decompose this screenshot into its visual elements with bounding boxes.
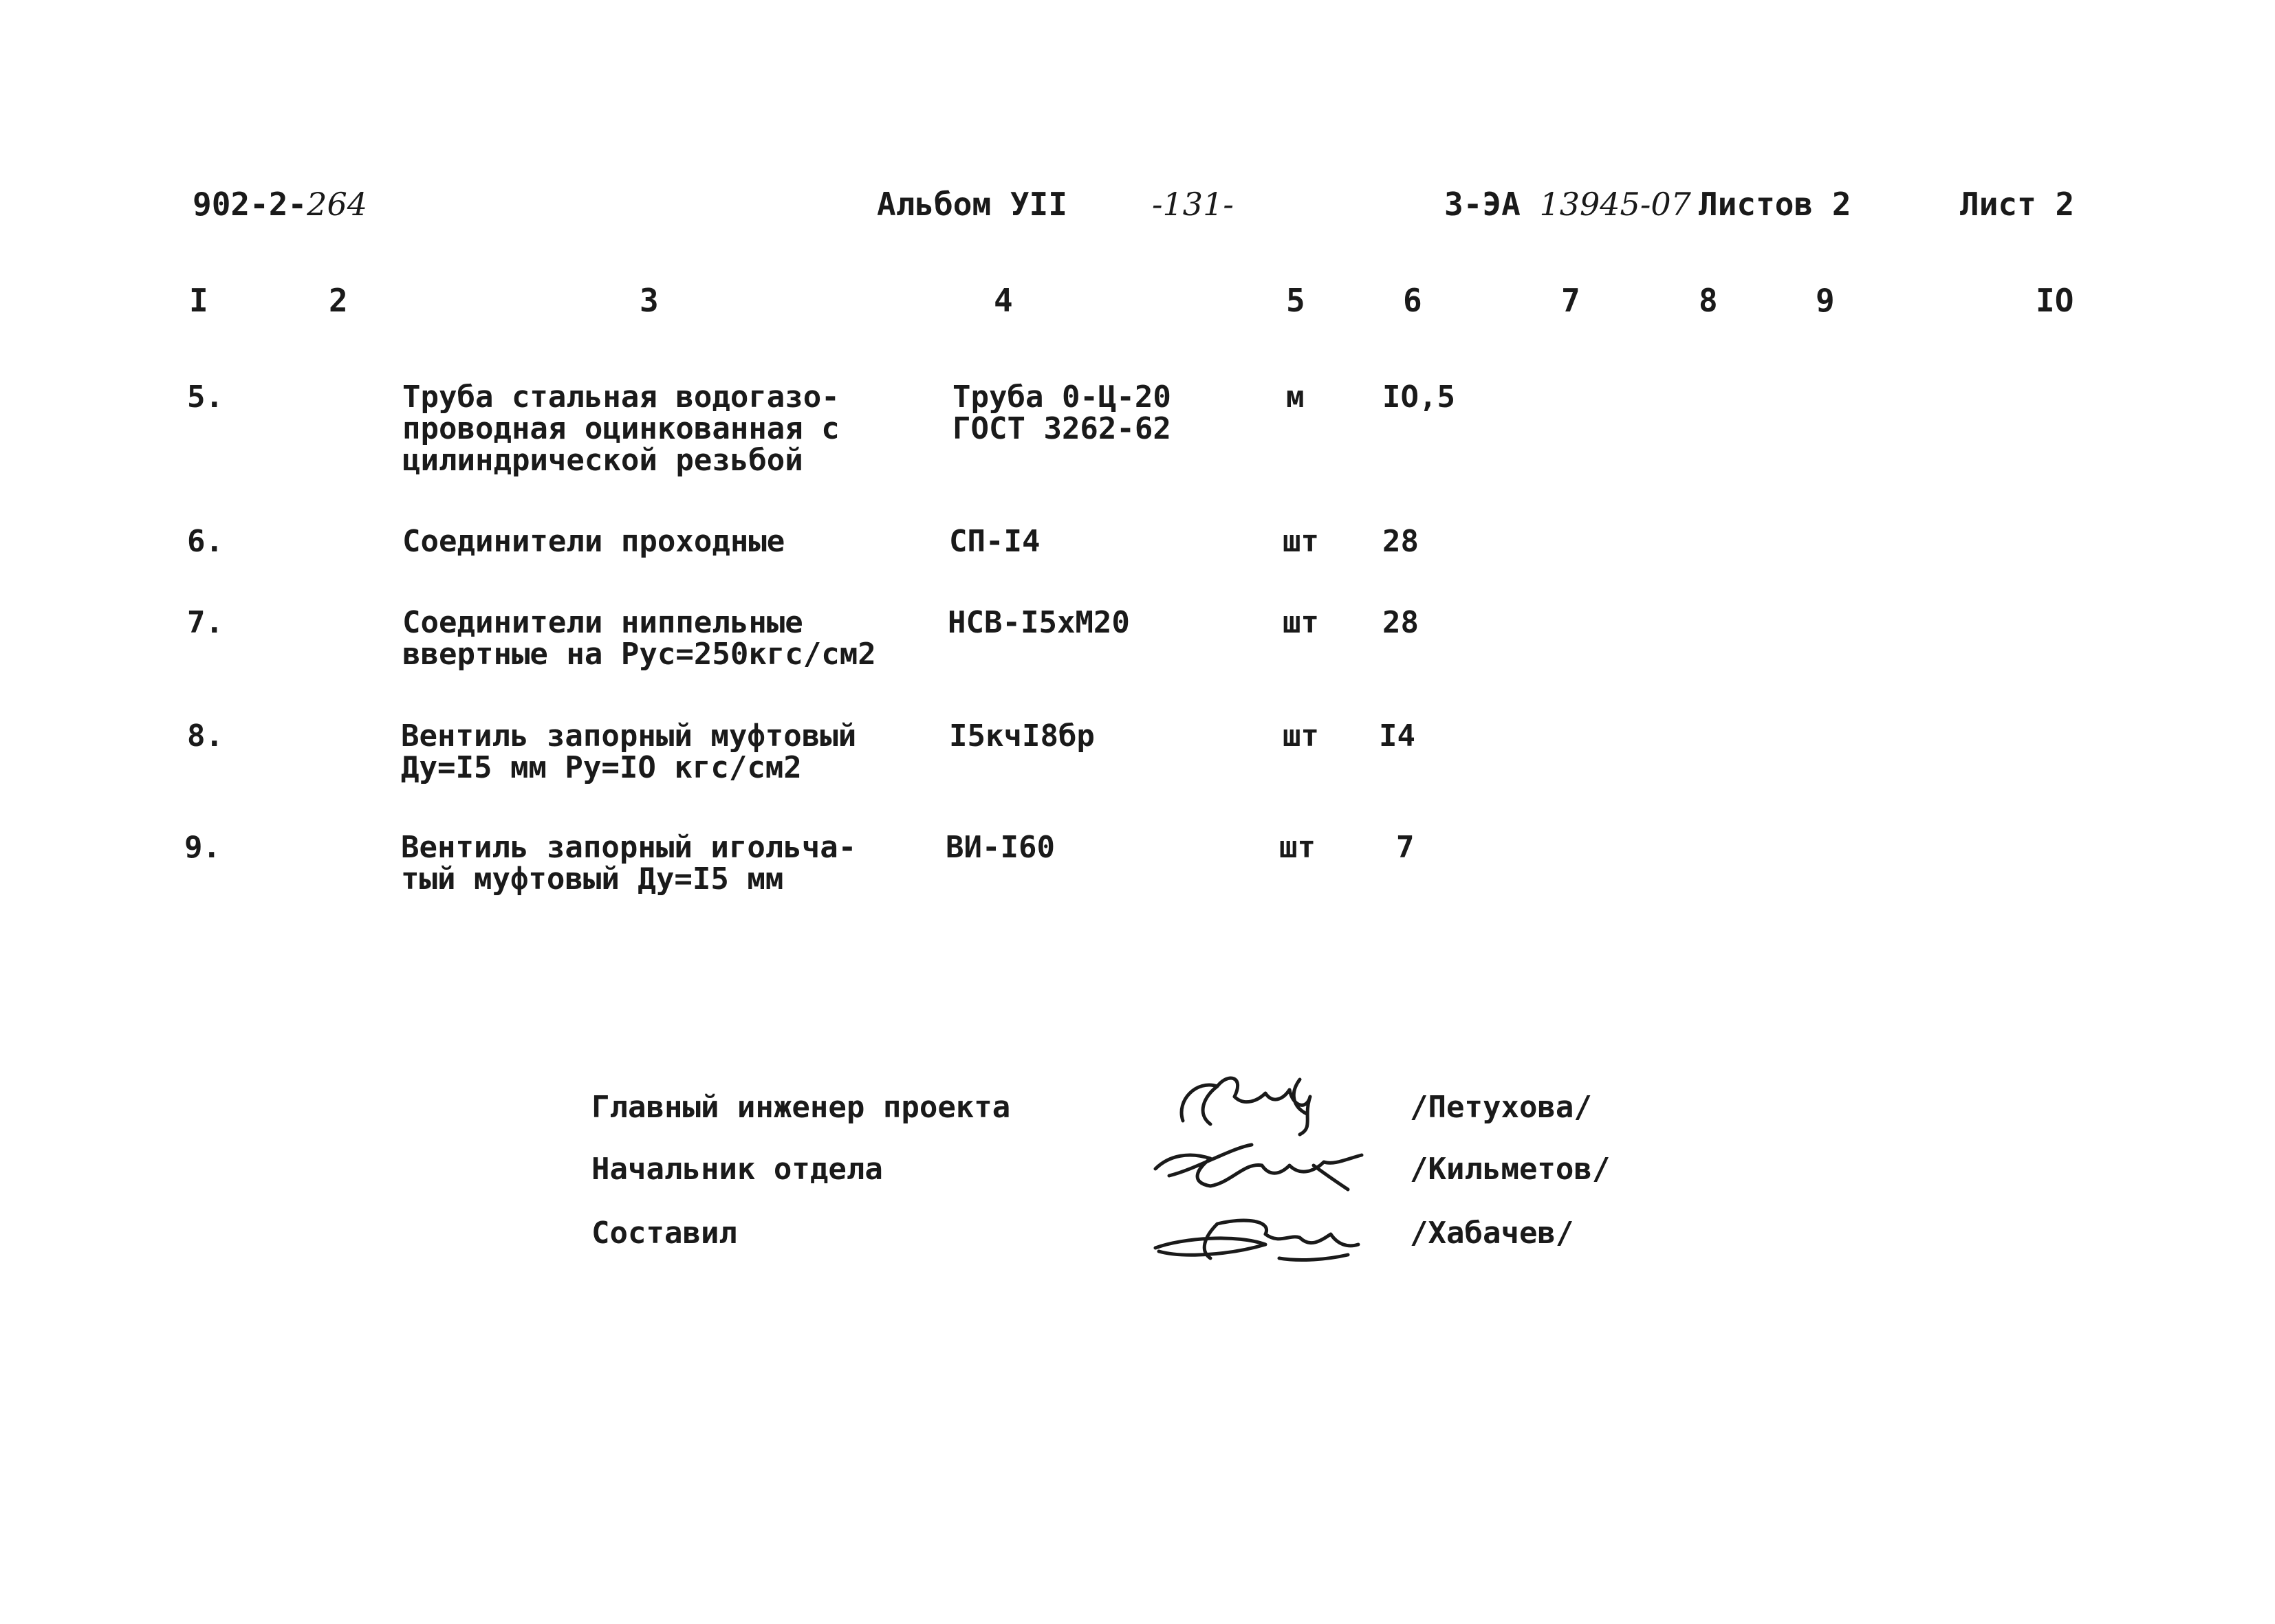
- signature-name: /Хабачев/: [1410, 1216, 1574, 1251]
- item-mark-line: НСВ-I5хМ20: [948, 605, 1130, 640]
- item-unit: шт: [1283, 524, 1319, 559]
- sheet-code-handwritten: 13945-07: [1539, 186, 1691, 223]
- item-quantity: IO,5: [1382, 380, 1455, 415]
- signature-role: Главный инженер проекта: [591, 1090, 1011, 1125]
- doc-code-handwritten: 264: [307, 186, 367, 223]
- item-mark-line: Труба 0-Ц-20: [953, 380, 1171, 415]
- item-mark: [949, 718, 1095, 754]
- row-number: 8.: [187, 718, 224, 754]
- page-number: -131-: [1152, 186, 1234, 223]
- handwritten-signature-khabachev: [1142, 1196, 1375, 1279]
- column-number: I: [189, 282, 208, 319]
- signature-name: /Петухова/: [1410, 1090, 1592, 1125]
- row-number: 6.: [187, 524, 224, 559]
- item-quantity: I4: [1379, 718, 1415, 754]
- column-number: 4: [994, 282, 1013, 319]
- row-number: 7.: [187, 605, 224, 640]
- item-name-line: ввертные на Руc=250кгс/см2: [402, 637, 876, 672]
- item-name-line: Вентиль запорный игольча-: [401, 830, 857, 865]
- item-mark: [949, 526, 1040, 558]
- item-mark-line: ВИ-I60: [946, 830, 1055, 865]
- signature-role: Составил: [591, 1216, 737, 1251]
- item-quantity: 28: [1382, 524, 1419, 559]
- sheet-code-printed: 3-ЭА: [1444, 186, 1521, 223]
- column-number: 8: [1699, 282, 1718, 319]
- column-number: 9: [1816, 282, 1835, 319]
- column-number: IO: [2036, 282, 2074, 319]
- item-mark: [948, 607, 1130, 639]
- column-number: 6: [1403, 282, 1422, 319]
- column-number: 7: [1561, 282, 1580, 319]
- album-label: Альбом УІІ: [877, 186, 1067, 223]
- item-name: [401, 832, 856, 895]
- item-mark: [946, 832, 1055, 864]
- item-mark-line: СП-I4: [949, 524, 1041, 559]
- item-name-line: Соединители проходные: [402, 524, 785, 559]
- item-name: [402, 526, 785, 558]
- row-number: 9.: [184, 830, 221, 865]
- signature-name: /Кильметов/: [1410, 1152, 1611, 1187]
- item-mark: [953, 382, 1171, 445]
- handwritten-signature-kilmetov: [1142, 1128, 1375, 1203]
- item-mark-line: I5кчI8бр: [949, 718, 1095, 754]
- column-number: 2: [329, 282, 348, 319]
- sheet-code: [1444, 186, 1691, 223]
- column-number: 5: [1286, 282, 1305, 319]
- item-unit: м: [1286, 380, 1305, 415]
- item-mark-line: ГОСТ 3262-62: [953, 411, 1171, 446]
- item-name-line: Труба стальная водогазо-: [402, 380, 840, 415]
- item-name-line: проводная оцинкованная с: [402, 411, 840, 446]
- item-unit: шт: [1283, 605, 1319, 640]
- item-name: [402, 607, 876, 670]
- item-name: [401, 718, 857, 785]
- item-quantity: 28: [1382, 605, 1419, 640]
- doc-code: [193, 186, 367, 223]
- row-number: 5.: [187, 380, 224, 415]
- item-name-line: Соединители ниппельные: [402, 605, 803, 640]
- item-unit: шт: [1283, 718, 1319, 754]
- item-unit: шт: [1279, 830, 1316, 865]
- sheets-total: Листов 2: [1699, 186, 1851, 223]
- item-name-line: цилиндрической резьбой: [402, 443, 803, 478]
- item-quantity: 7: [1396, 830, 1415, 865]
- item-name-line: Ду=I5 мм Ру=IO кгс/см2: [401, 750, 802, 785]
- column-number: 3: [640, 282, 659, 319]
- sheet-number: Лист 2: [1960, 186, 2075, 223]
- signature-role: Начальник отдела: [591, 1152, 883, 1187]
- item-name-line: тый муфтовый Ду=I5 мм: [401, 862, 784, 897]
- doc-code-printed: 902-2-: [193, 186, 307, 223]
- item-name: [402, 382, 840, 476]
- item-name-line: Вентиль запорный муфтовый: [401, 718, 857, 754]
